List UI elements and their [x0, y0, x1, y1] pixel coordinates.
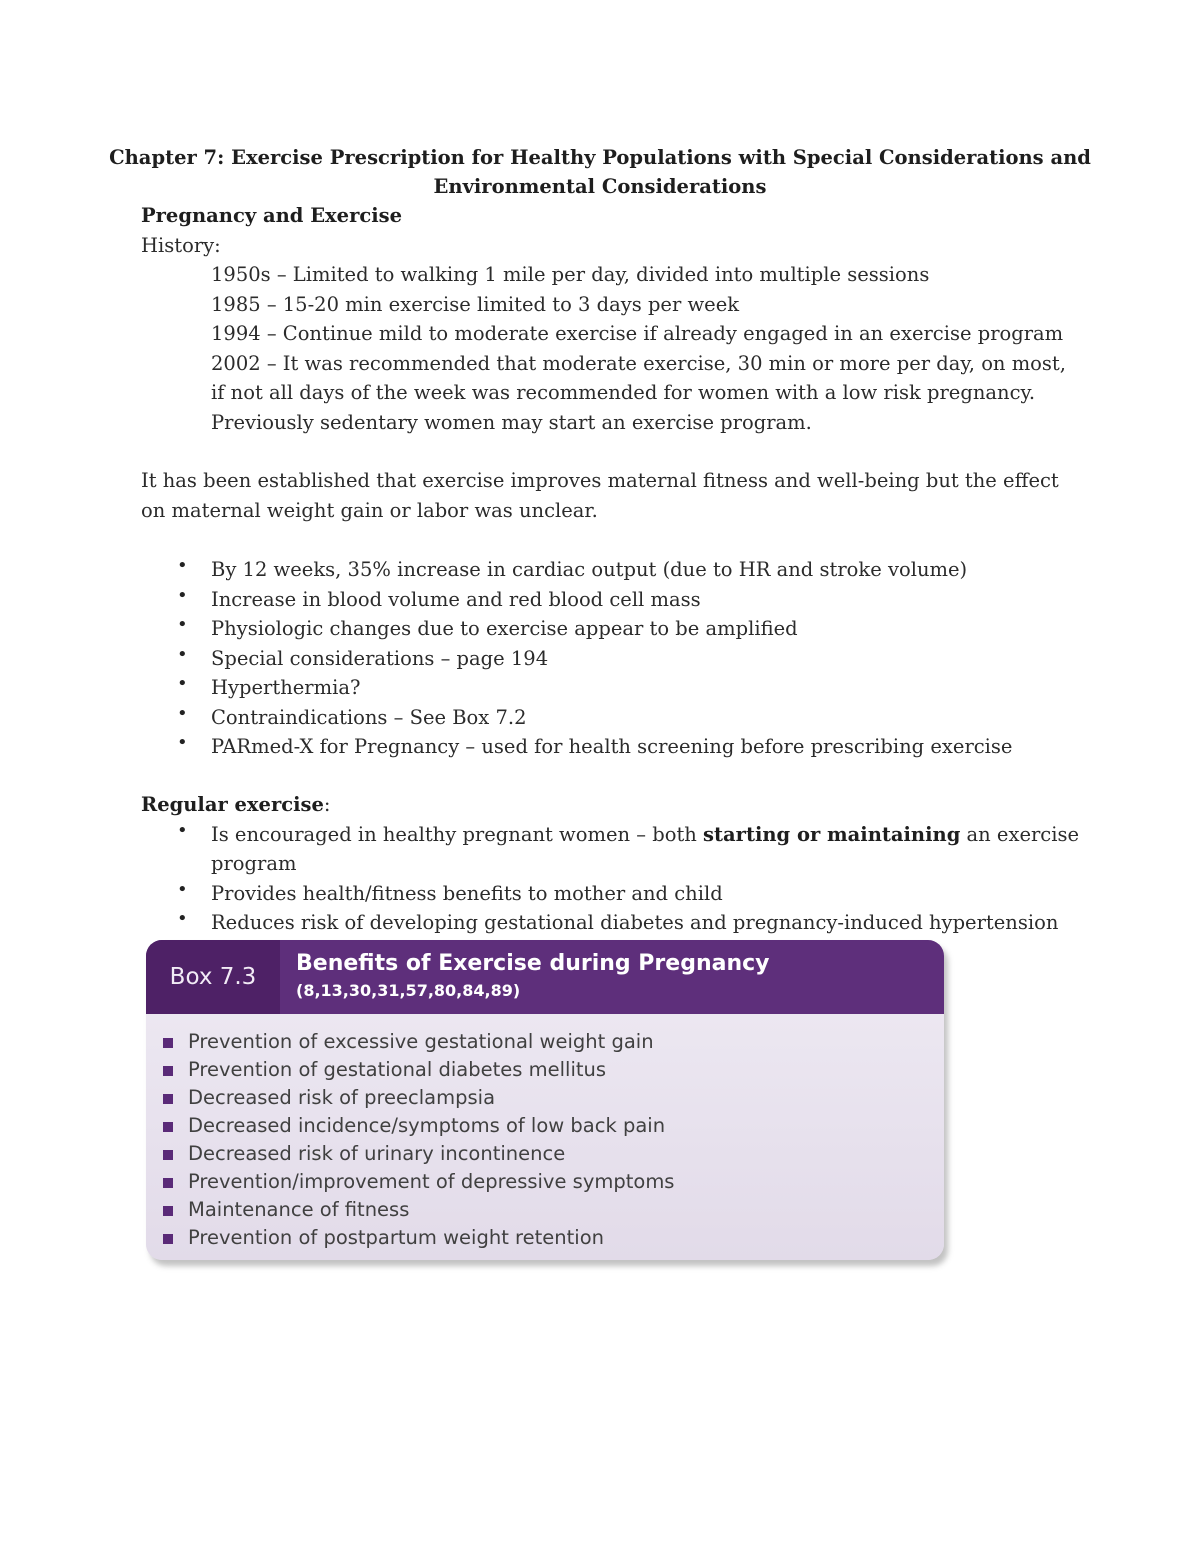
box-list-item: Maintenance of fitness: [146, 1196, 944, 1224]
bullet-item: • Reduces risk of developing gestational diabetes and pregnancy-induced hypertension: [141, 908, 1081, 938]
benefits-box: [146, 940, 952, 1268]
heading-colon: :: [323, 793, 331, 816]
box-list-item: Prevention/improvement of depressive symptoms: [146, 1168, 944, 1196]
history-label: History:: [141, 233, 221, 257]
bullet-item: • By 12 weeks, 35% increase in cardiac output (due to HR and stroke volume): [141, 555, 1081, 585]
box-list-item: Prevention of excessive gestational weight gain: [146, 1028, 944, 1056]
box-list-item: Decreased risk of urinary incontinence: [146, 1140, 944, 1168]
bullet-item: • Contraindications – See Box 7.2: [141, 703, 1081, 733]
box-references: (8,13,30,31,57,80,84,89): [296, 981, 521, 1000]
history-item: 2002 – It was recommended that moderate exercise, 30 min or more per day, on most, if not all days of the week was recommended for women with a low risk pregnancy. Previously sedentary women may start an exercise program.: [211, 351, 1066, 434]
section-heading-pregnancy: Pregnancy and Exercise: [141, 204, 403, 227]
pregnancy-bullets: [141, 555, 1081, 762]
history-item: 1950s – Limited to walking 1 mile per day, divided into multiple sessions: [211, 263, 930, 286]
bullet-text: an exercise program: [211, 822, 1080, 875]
bullet-item: [141, 820, 1081, 879]
bullet-text: Is encouraged in healthy pregnant women – both: [211, 822, 704, 846]
chapter-title-line-2: Environmental Considerations: [433, 175, 767, 198]
bullet-item: • Provides health/fitness benefits to mother and child: [141, 879, 1081, 909]
bullet-item: • PARmed-X for Pregnancy – used for health screening before prescribing exercise: [141, 732, 1081, 762]
history-item: 1985 – 15-20 min exercise limited to 3 days per week: [211, 292, 740, 316]
bullet-bold-text: starting or maintaining: [703, 822, 961, 846]
history-item: 1994 – Continue mild to moderate exercise if already engaged in an exercise program: [211, 322, 1064, 345]
box-header: [146, 940, 944, 1014]
chapter-title-line-1: Chapter 7: Exercise Prescription for Healthy Populations with Special Considerations and: [109, 146, 1091, 169]
bullet-item: • Increase in blood volume and red blood cell mass: [141, 585, 1081, 615]
box-list-item: Decreased risk of preeclampsia: [146, 1084, 944, 1112]
regular-exercise-heading: Regular exercise: [141, 793, 324, 816]
box-body: [146, 1014, 944, 1260]
box-label: Box 7.3: [146, 940, 280, 1014]
bullet-item: • Special considerations – page 194: [141, 644, 1081, 674]
box-title: Benefits of Exercise during Pregnancy: [296, 951, 770, 976]
box-list-item: Prevention of postpartum weight retention: [146, 1224, 944, 1252]
bullet-item: • Physiologic changes due to exercise appear to be amplified: [141, 614, 1081, 644]
box-list-item: Prevention of gestational diabetes mellitus: [146, 1056, 944, 1084]
bullet-item: • Hyperthermia?: [141, 673, 1081, 703]
pregnancy-section: [141, 201, 1081, 437]
section-heading-regular-exercise: [141, 790, 1081, 820]
chapter-title: [100, 143, 1100, 201]
benefits-box-panel: [146, 940, 944, 1260]
intro-paragraph: It has been established that exercise improves maternal fitness and well-being but the effect on maternal weight gain or labor was unclear.: [141, 469, 1059, 522]
regular-exercise-section: [141, 790, 1081, 938]
box-list-item: Decreased incidence/symptoms of low back pain: [146, 1112, 944, 1140]
